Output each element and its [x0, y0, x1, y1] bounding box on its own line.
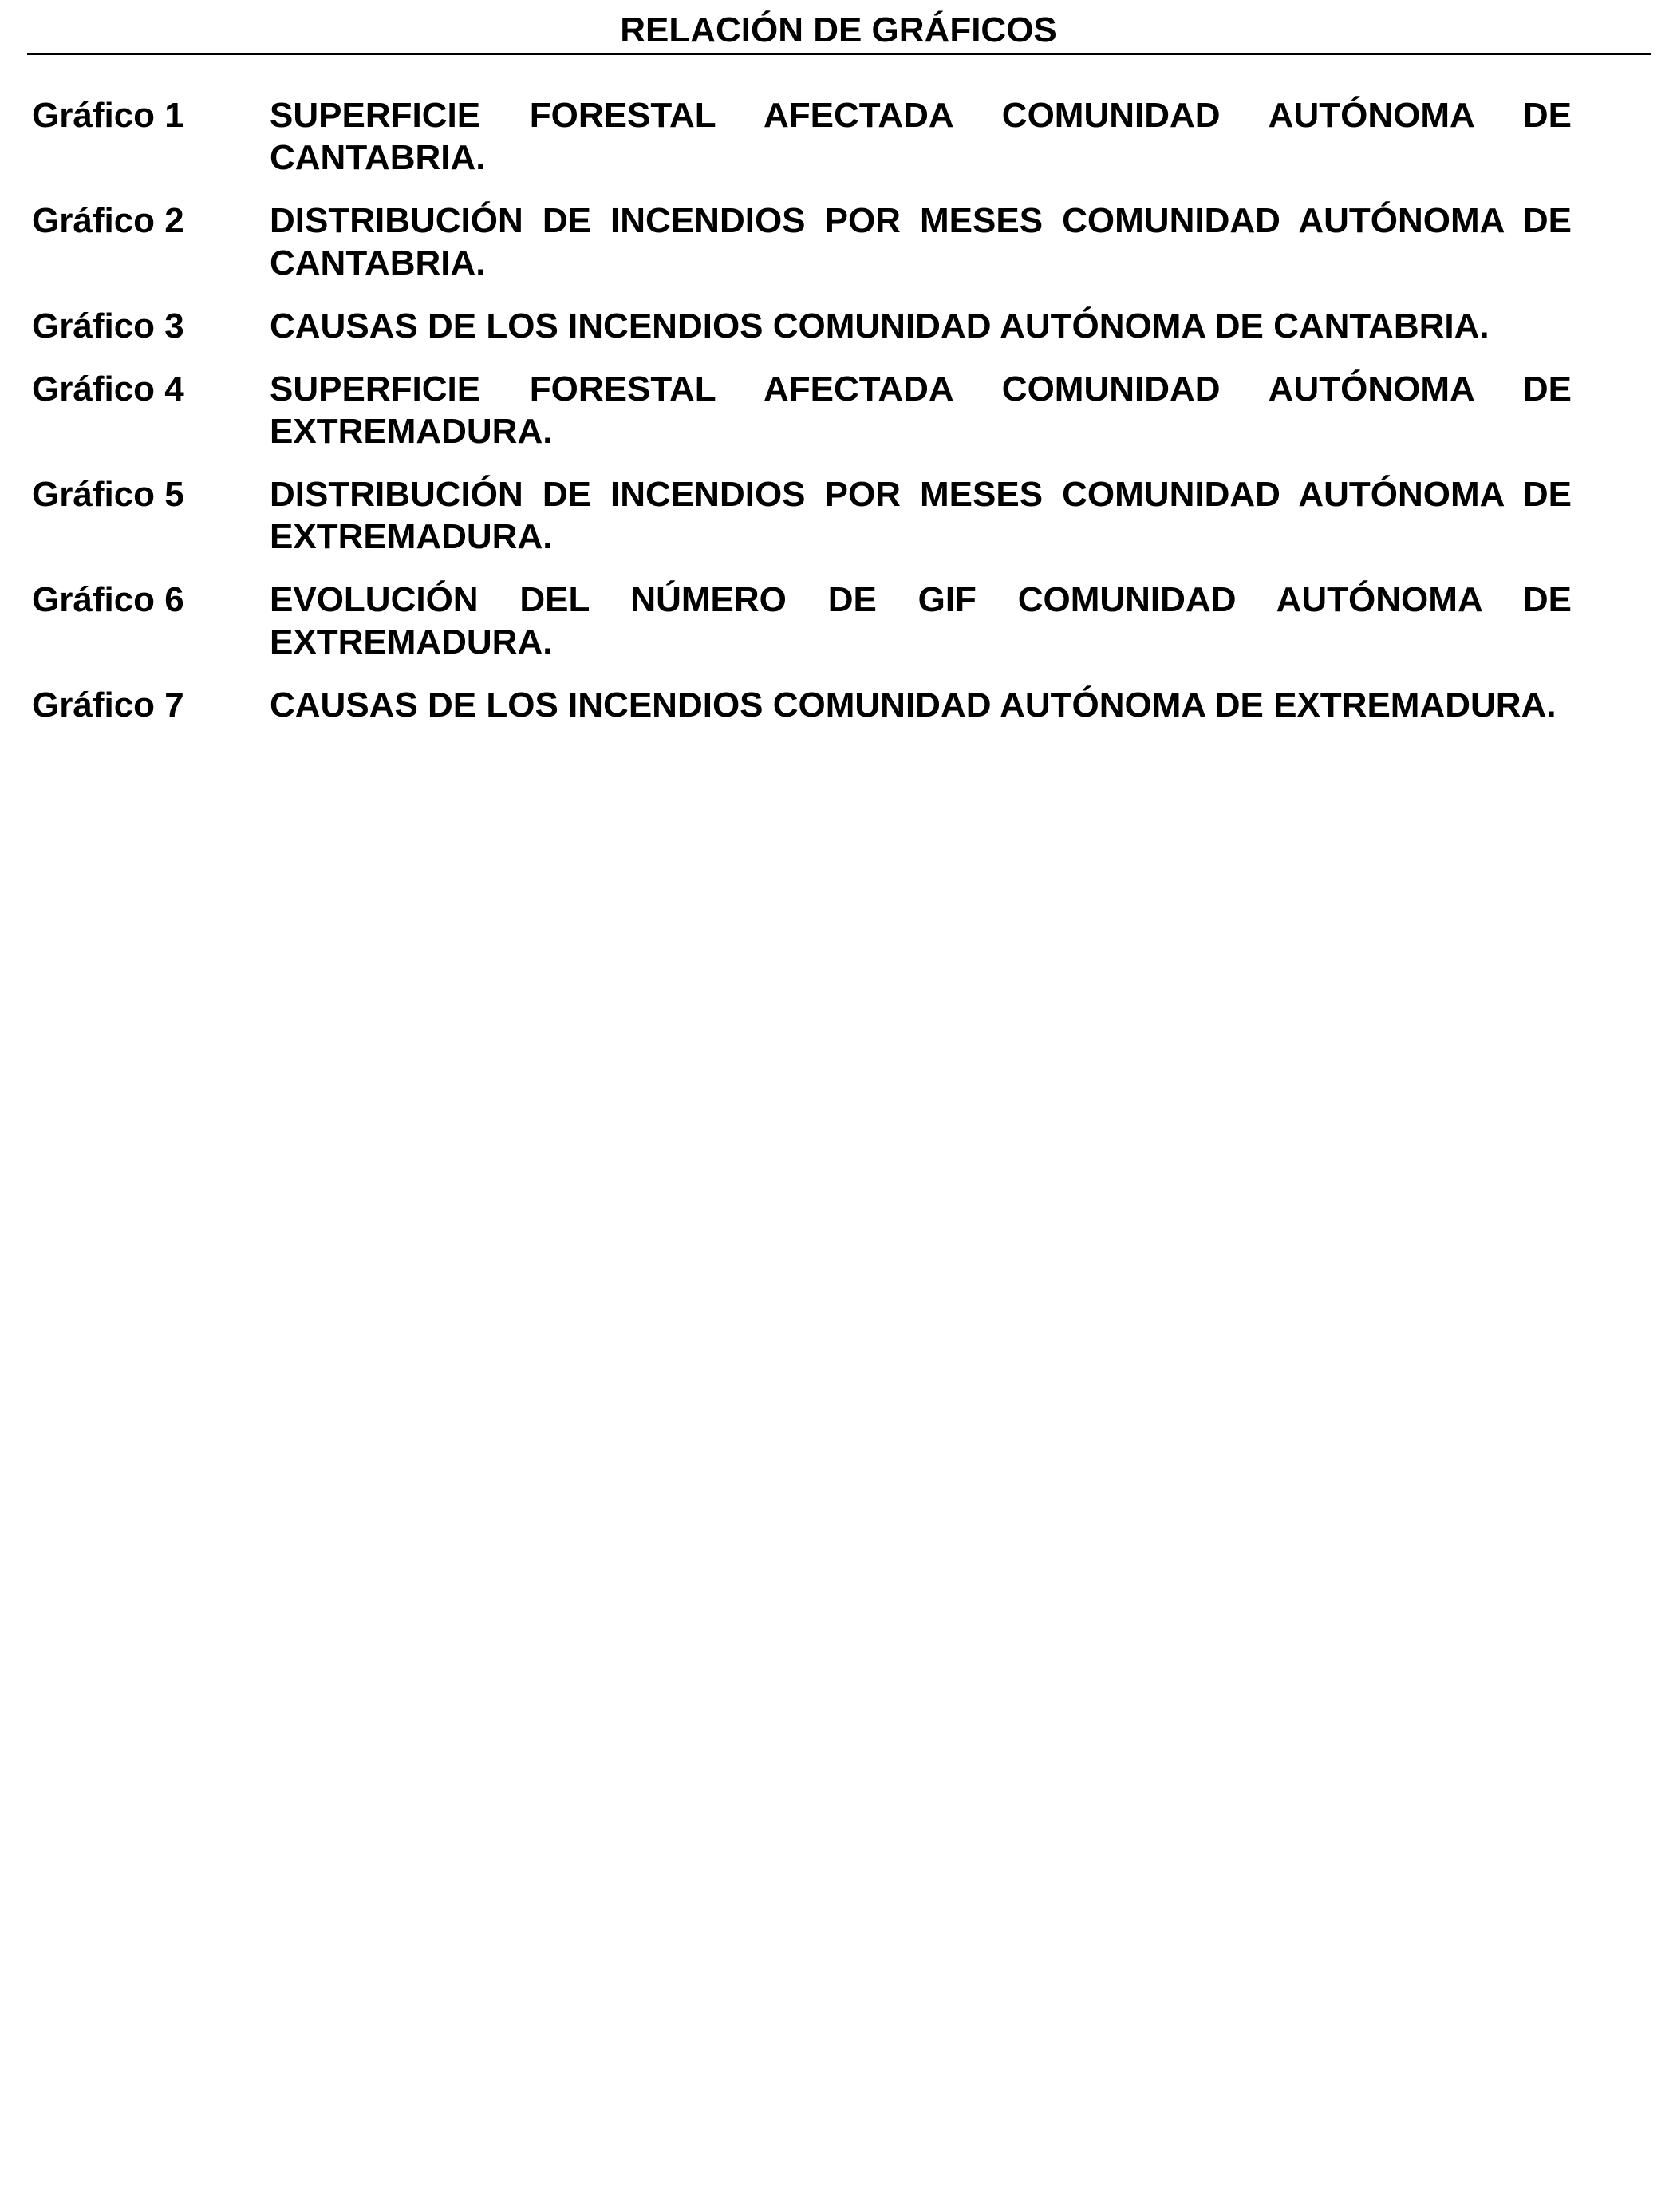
list-item-grafico-3 [32, 305, 1572, 347]
entry-label: Gráfico 1 [32, 96, 184, 135]
list-item-grafico-7 [32, 684, 1572, 726]
entry-label: Gráfico 7 [32, 685, 184, 725]
title-divider [27, 53, 1651, 55]
page-title: RELACIÓN DE GRÁFICOS [620, 10, 1057, 49]
entry-label: Gráfico 6 [32, 580, 184, 619]
graphics-list [32, 94, 1572, 747]
entry-title: CAUSAS DE LOS INCENDIOS COMUNIDAD AUTÓNOMA DE CANTABRIA. [270, 306, 1490, 346]
list-item-grafico-4 [32, 368, 1572, 452]
entry-title: DISTRIBUCIÓN DE INCENDIOS POR MESES COMUNIDAD AUTÓNOMA DE CANTABRIA. [270, 201, 1572, 282]
list-item-grafico-2 [32, 199, 1572, 284]
list-item-grafico-6 [32, 579, 1572, 663]
entry-label: Gráfico 2 [32, 201, 184, 240]
entry-label: Gráfico 4 [32, 369, 184, 409]
entry-title: CAUSAS DE LOS INCENDIOS COMUNIDAD AUTÓNOMA DE EXTREMADURA. [270, 685, 1557, 725]
entry-label: Gráfico 5 [32, 475, 184, 514]
entry-title: EVOLUCIÓN DEL NÚMERO DE GIF COMUNIDAD AUTÓNOMA DE EXTREMADURA. [270, 580, 1572, 662]
list-item-grafico-1 [32, 94, 1572, 179]
entry-title: SUPERFICIE FORESTAL AFECTADA COMUNIDAD AUTÓNOMA DE CANTABRIA. [270, 96, 1572, 177]
entry-title: DISTRIBUCIÓN DE INCENDIOS POR MESES COMUNIDAD AUTÓNOMA DE EXTREMADURA. [270, 475, 1572, 556]
list-item-grafico-5 [32, 473, 1572, 558]
entry-label: Gráfico 3 [32, 306, 184, 346]
entry-title: SUPERFICIE FORESTAL AFECTADA COMUNIDAD AUTÓNOMA DE EXTREMADURA. [270, 369, 1572, 451]
